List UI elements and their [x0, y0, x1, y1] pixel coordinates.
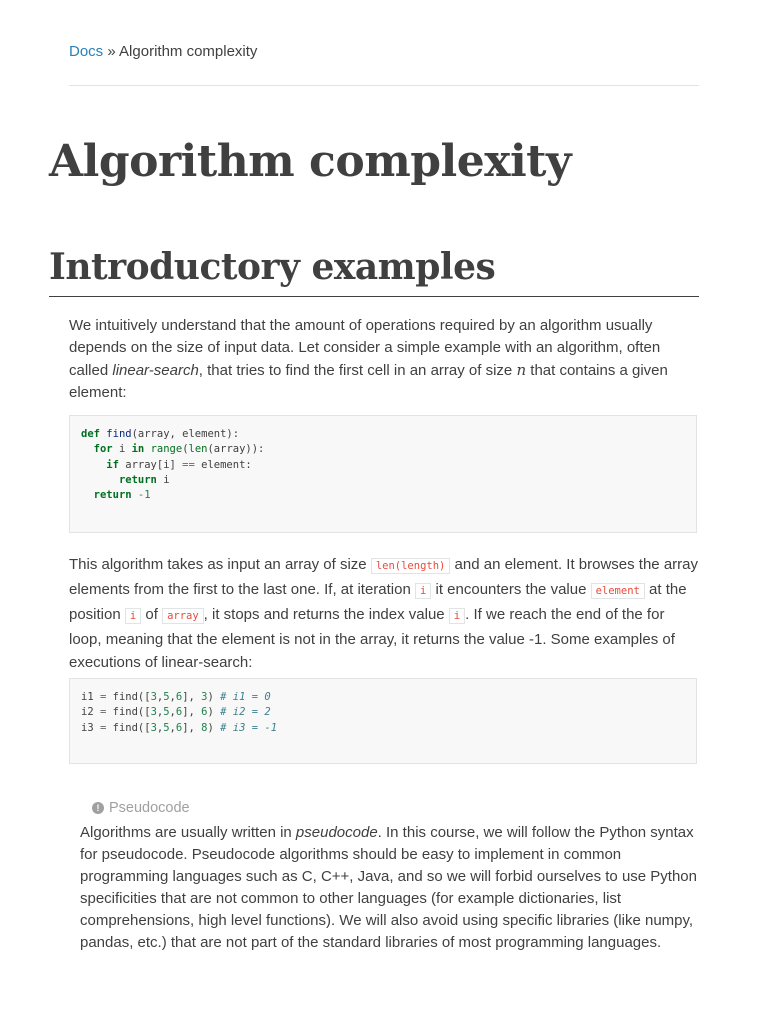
section-title: Introductory examples — [49, 246, 496, 288]
breadcrumb-divider — [69, 85, 699, 86]
p2-text: it encounters the value — [431, 581, 591, 598]
code-block-find — [69, 415, 697, 533]
inline-code: i — [415, 583, 431, 599]
code-line: if array[i] == element: — [106, 458, 252, 471]
inline-code: len(length) — [371, 558, 451, 574]
p2-text: . If we reach the end of the for loop, meaning that the element is not in the array, it returns the value -1. Some examples of executions of linear-search: — [69, 606, 675, 671]
p2-text: at the position — [69, 581, 687, 623]
inline-code: array — [162, 608, 204, 624]
code-line: return -1 — [93, 489, 151, 502]
intro-paragraph — [69, 315, 701, 404]
code-line: i3 = find([3,5,6], 8) # i3 = -1 — [81, 721, 278, 734]
inline-code: i — [449, 608, 465, 624]
p2-text: This algorithm takes as input an array of size — [69, 556, 371, 573]
note-text-1: Algorithms are usually written in — [80, 824, 296, 841]
code-line: for i in range(len(array)): — [93, 443, 265, 456]
note-emphasis: pseudocode — [295, 824, 378, 841]
note-body — [80, 822, 700, 954]
second-paragraph — [69, 553, 701, 674]
page-title: Algorithm complexity — [49, 136, 572, 187]
p2-text: of — [141, 606, 163, 623]
exclamation-circle-icon: ! — [92, 802, 104, 814]
intro-text-1: We intuitively understand that the amount of operations required by an algorithm usually depends on the size of input data. Let consider a simple example with an algorithm, often called — [69, 317, 661, 379]
intro-math-n: n — [516, 361, 527, 379]
code-line: def find(array, element): — [81, 428, 240, 440]
breadcrumb-current: Algorithm complexity — [119, 43, 258, 60]
note-title — [92, 800, 190, 816]
section-rule — [49, 296, 699, 297]
note-text-2: . In this course, we will follow the Python syntax for pseudocode. Pseudocode algorithms should be easy to implement in common programming languages such as C, C++, Java, and so we will forbid ourselves to use Python specificities that are not common to other languages (for example dictionaries, list comprehensions, high level functions). We will also avoid using specific libraries (like numpy, pandas, etc.) that are not part of the standard libraries of most programming languages. — [80, 824, 697, 951]
breadcrumb — [69, 43, 257, 60]
breadcrumb-docs-link[interactable]: Docs — [69, 43, 104, 60]
intro-text-3: that contains a given element: — [69, 362, 668, 401]
note-title-text: Pseudocode — [109, 800, 190, 816]
inline-code: element — [591, 583, 645, 599]
code-line: i1 = find([3,5,6], 3) # i1 = 0 — [81, 691, 271, 703]
code-line: i2 = find([3,5,6], 6) # i2 = 2 — [81, 706, 271, 719]
breadcrumb-separator: » — [103, 43, 120, 60]
p2-text: and an element. It browses the array elements from the first to the last one. If, at iteration — [69, 556, 698, 598]
code-line: return i — [118, 473, 170, 486]
code-block-examples — [69, 678, 697, 764]
inline-code: i — [125, 608, 141, 624]
intro-emphasis: linear-search — [112, 362, 199, 379]
p2-text: , it stops and returns the index value — [203, 606, 449, 623]
intro-text-2: , that tries to find the first cell in an array of size — [198, 362, 517, 379]
